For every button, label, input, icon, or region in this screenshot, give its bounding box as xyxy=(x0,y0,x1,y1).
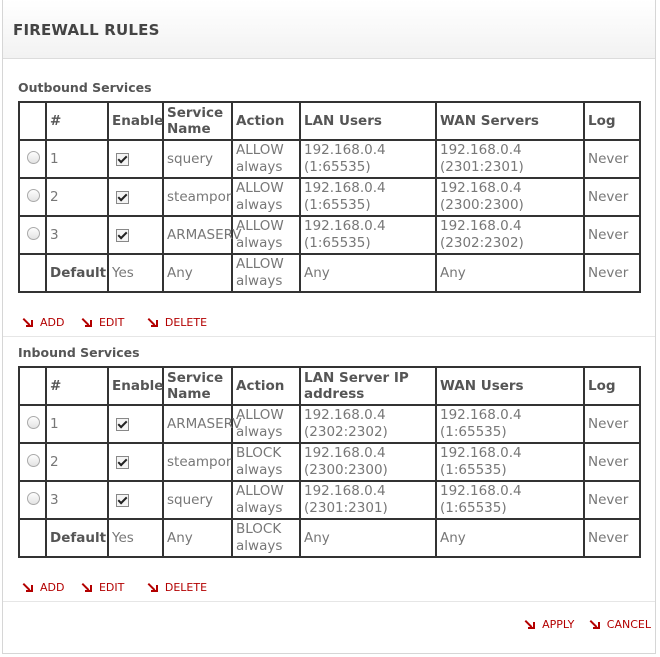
arrow-icon xyxy=(23,583,32,592)
lan-ip: 192.168.0.4 xyxy=(304,218,386,234)
empty-cell xyxy=(19,254,46,292)
lan-ports: (2300:2300) xyxy=(304,462,388,478)
select-column-header xyxy=(19,102,46,140)
inbound-table xyxy=(18,366,641,558)
log-cell: Never xyxy=(584,481,640,519)
wan-ip: 192.168.0.4 xyxy=(440,483,522,499)
section-divider xyxy=(3,336,655,337)
button-label: EDIT xyxy=(98,316,125,329)
table-row[interactable] xyxy=(19,140,640,178)
lan-ports: (1:65535) xyxy=(304,197,371,213)
table-row[interactable] xyxy=(19,443,640,481)
schedule: always xyxy=(236,424,283,440)
wan-users-cell xyxy=(436,405,584,443)
row-select-radio[interactable] xyxy=(27,416,40,429)
row-select-radio[interactable] xyxy=(27,454,40,467)
row-select-radio[interactable] xyxy=(27,227,40,240)
edit-inbound-button[interactable] xyxy=(82,581,124,594)
footer-actions xyxy=(525,618,651,631)
arrow-icon xyxy=(148,583,157,592)
action: ALLOW xyxy=(236,218,284,234)
action: ALLOW xyxy=(236,180,284,196)
action-cell xyxy=(232,405,300,443)
service-name: ARMASERV xyxy=(163,405,232,443)
table-row[interactable] xyxy=(19,216,640,254)
wan-servers-cell xyxy=(436,140,584,178)
outbound-actions xyxy=(23,316,221,329)
default-label: Default xyxy=(46,519,108,557)
lan-ip: 192.168.0.4 xyxy=(304,445,386,461)
wan-ports: (1:65535) xyxy=(440,500,507,516)
button-label: ADD xyxy=(40,316,65,329)
log-cell: Never xyxy=(584,405,640,443)
table-header-row xyxy=(19,367,640,405)
header-line: Service xyxy=(167,105,224,121)
enable-checkbox[interactable] xyxy=(116,418,129,431)
default-wan: Any xyxy=(436,254,584,292)
header-line: LAN Server IP xyxy=(304,370,409,386)
action-cell xyxy=(232,216,300,254)
firewall-rules-panel xyxy=(2,0,656,654)
wan-users-cell xyxy=(436,443,584,481)
default-service: Any xyxy=(163,519,232,557)
add-inbound-button[interactable] xyxy=(23,581,64,594)
number-column-header: # xyxy=(46,367,108,405)
action-column-header: Action xyxy=(232,367,300,405)
log-column-header: Log xyxy=(584,102,640,140)
button-label: ADD xyxy=(40,581,65,594)
wan-ports: (1:65535) xyxy=(440,424,507,440)
button-label: EDIT xyxy=(98,581,125,594)
rule-number: 2 xyxy=(46,178,108,216)
inbound-section-title: Inbound Services xyxy=(18,345,140,360)
log-cell: Never xyxy=(584,443,640,481)
row-select-radio[interactable] xyxy=(27,151,40,164)
schedule: always xyxy=(236,235,283,251)
rule-number: 3 xyxy=(46,216,108,254)
default-action-cell xyxy=(232,519,300,557)
table-row[interactable] xyxy=(19,481,640,519)
lan-ports: (2301:2301) xyxy=(304,500,388,516)
lan-ip: 192.168.0.4 xyxy=(304,483,386,499)
action-cell xyxy=(232,443,300,481)
lan-server-cell xyxy=(300,405,436,443)
wan-ip: 192.168.0.4 xyxy=(440,218,522,234)
schedule: always xyxy=(236,500,283,516)
arrow-icon xyxy=(590,620,599,629)
log-cell: Never xyxy=(584,216,640,254)
inbound-actions xyxy=(23,581,221,594)
lan-ports: (1:65535) xyxy=(304,159,371,175)
empty-cell xyxy=(19,519,46,557)
default-log: Never xyxy=(584,519,640,557)
action-cell xyxy=(232,140,300,178)
schedule: always xyxy=(236,159,283,175)
service-name: steampor xyxy=(163,443,232,481)
rule-number: 2 xyxy=(46,443,108,481)
number-column-header: # xyxy=(46,102,108,140)
wan-ports: (2301:2301) xyxy=(440,159,524,175)
lan-ip: 192.168.0.4 xyxy=(304,142,386,158)
apply-button[interactable] xyxy=(525,618,574,631)
action-cell xyxy=(232,481,300,519)
default-lan: Any xyxy=(300,254,436,292)
header-line: address xyxy=(304,386,365,402)
enable-checkbox[interactable] xyxy=(116,229,129,242)
table-row[interactable] xyxy=(19,405,640,443)
default-enable: Yes xyxy=(108,254,163,292)
page-title: FIREWALL RULES xyxy=(13,21,160,39)
lan-ip: 192.168.0.4 xyxy=(304,180,386,196)
arrow-icon xyxy=(82,318,91,327)
lan-users-cell xyxy=(300,140,436,178)
rule-number: 3 xyxy=(46,481,108,519)
wan-ports: (2302:2302) xyxy=(440,235,524,251)
action: ALLOW xyxy=(236,142,284,158)
wan-ports: (1:65535) xyxy=(440,462,507,478)
schedule: always xyxy=(236,538,283,554)
action: ALLOW xyxy=(236,407,284,423)
service-name: squery xyxy=(163,481,232,519)
schedule: always xyxy=(236,197,283,213)
action: BLOCK xyxy=(236,445,282,461)
enable-column-header: Enable xyxy=(108,102,163,140)
arrow-icon xyxy=(82,583,91,592)
table-row[interactable] xyxy=(19,178,640,216)
action: ALLOW xyxy=(236,483,284,499)
table-header-row xyxy=(19,102,640,140)
button-label: CANCEL xyxy=(606,618,651,631)
arrow-icon xyxy=(23,318,32,327)
wan-ip: 192.168.0.4 xyxy=(440,142,522,158)
rule-number: 1 xyxy=(46,140,108,178)
log-cell: Never xyxy=(584,178,640,216)
action: ALLOW xyxy=(236,256,284,272)
row-select-radio[interactable] xyxy=(27,492,40,505)
enable-checkbox[interactable] xyxy=(116,153,129,166)
default-row xyxy=(19,519,640,557)
action-column-header: Action xyxy=(232,102,300,140)
wan-ip: 192.168.0.4 xyxy=(440,180,522,196)
header-line: Service xyxy=(167,370,224,386)
arrow-icon xyxy=(525,620,534,629)
button-label: DELETE xyxy=(164,316,208,329)
lan-ip: 192.168.0.4 xyxy=(304,407,386,423)
service-name-column-header xyxy=(163,102,232,140)
lan-server-cell xyxy=(300,443,436,481)
page-header xyxy=(3,0,655,59)
default-enable: Yes xyxy=(108,519,163,557)
header-line: Name xyxy=(167,386,211,402)
wan-ports: (2300:2300) xyxy=(440,197,524,213)
edit-outbound-button[interactable] xyxy=(82,316,124,329)
wan-servers-cell xyxy=(436,216,584,254)
default-log: Never xyxy=(584,254,640,292)
outbound-section-title: Outbound Services xyxy=(18,80,152,95)
enable-column-header: Enable xyxy=(108,367,163,405)
row-select-radio[interactable] xyxy=(27,189,40,202)
lan-server-cell xyxy=(300,481,436,519)
enable-checkbox[interactable] xyxy=(116,494,129,507)
wan-ip: 192.168.0.4 xyxy=(440,407,522,423)
header-line: Name xyxy=(167,121,211,137)
wan-servers-column-header: WAN Servers xyxy=(436,102,584,140)
lan-server-column-header xyxy=(300,367,436,405)
select-column-header xyxy=(19,367,46,405)
button-label: APPLY xyxy=(542,618,575,631)
button-label: DELETE xyxy=(164,581,208,594)
default-row xyxy=(19,254,640,292)
service-name-column-header xyxy=(163,367,232,405)
wan-servers-cell xyxy=(436,178,584,216)
log-cell: Never xyxy=(584,140,640,178)
wan-users-cell xyxy=(436,481,584,519)
service-name: ARMASERV xyxy=(163,216,232,254)
schedule: always xyxy=(236,462,283,478)
action: BLOCK xyxy=(236,521,282,537)
lan-ports: (2302:2302) xyxy=(304,424,388,440)
default-wan: Any xyxy=(436,519,584,557)
default-service: Any xyxy=(163,254,232,292)
lan-users-cell xyxy=(300,216,436,254)
outbound-table xyxy=(18,101,641,293)
default-lan: Any xyxy=(300,519,436,557)
delete-inbound-button[interactable] xyxy=(148,581,207,594)
section-divider xyxy=(3,601,655,602)
cancel-button[interactable] xyxy=(590,618,651,631)
default-label: Default xyxy=(46,254,108,292)
add-outbound-button[interactable] xyxy=(23,316,64,329)
schedule: always xyxy=(236,273,283,289)
service-name: squery xyxy=(163,140,232,178)
wan-users-column-header: WAN Users xyxy=(436,367,584,405)
wan-ip: 192.168.0.4 xyxy=(440,445,522,461)
rule-number: 1 xyxy=(46,405,108,443)
log-column-header: Log xyxy=(584,367,640,405)
default-action-cell xyxy=(232,254,300,292)
enable-checkbox[interactable] xyxy=(116,191,129,204)
enable-checkbox[interactable] xyxy=(116,456,129,469)
lan-users-column-header: LAN Users xyxy=(300,102,436,140)
lan-users-cell xyxy=(300,178,436,216)
service-name: steampor xyxy=(163,178,232,216)
action-cell xyxy=(232,178,300,216)
arrow-icon xyxy=(148,318,157,327)
lan-ports: (1:65535) xyxy=(304,235,371,251)
delete-outbound-button[interactable] xyxy=(148,316,207,329)
